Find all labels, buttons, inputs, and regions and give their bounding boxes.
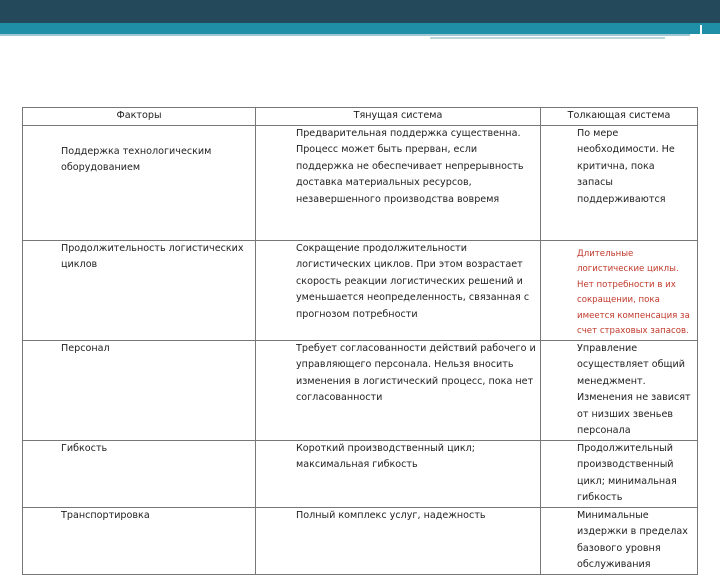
table-row: [23, 507, 698, 574]
row-factor: Персонал: [23, 340, 256, 440]
row-pull: Предварительная поддержка существенна. Процесс может быть прерван, если поддержка не обеспечивает непрерывность доставка материальных ресурсов, незавершенного производства вовремя: [256, 125, 541, 240]
row-pull: Короткий производственный цикл; максимальная гибкость: [256, 440, 541, 507]
row-factor: Поддержка технологическим оборудованием: [23, 125, 256, 240]
row-push: По мере необходимости. Не критична, пока запасы поддерживаются: [541, 125, 698, 240]
accent-banner: [0, 23, 720, 34]
table-row: [23, 340, 698, 440]
row-factor: Гибкость: [23, 440, 256, 507]
table-header-row: [23, 108, 698, 126]
row-push: Минимальные издержки в пределах базового уровня обслуживания: [541, 507, 698, 574]
corner-accent: [700, 25, 720, 45]
row-push: Управление осуществляет общий менеджмент. Изменения не зависят от низших звеньев персонала: [541, 340, 698, 440]
row-push: Продолжительный производственный цикл; минимальная гибкость: [541, 440, 698, 507]
comparison-table: [22, 107, 698, 575]
highlight-note: Длительные логистические циклы. Нет потребности в их сокращении, пока имеется компенсация за счет страховых запасов.: [577, 248, 690, 336]
header-factors: Факторы: [23, 108, 256, 126]
top-banner: [0, 0, 720, 23]
row-factor: Транспортировка: [23, 507, 256, 574]
row-pull: Требует согласованности действий рабочего и управляющего персонала. Нельзя вносить изменения в логистический процесс, пока нет согласованности: [256, 340, 541, 440]
row-pull: Сокращение продолжительности логистических циклов. При этом возрастает скорость реакции логистических решений и уменьшается неопределенность, связанная с прогнозом потребности: [256, 240, 541, 340]
table-row: [23, 240, 698, 340]
header-push-system: Толкающая система: [541, 108, 698, 126]
header-pull-system: Тянущая система: [256, 108, 541, 126]
row-push: [541, 240, 698, 340]
table-row: [23, 125, 698, 240]
divider-line-secondary: [430, 37, 665, 39]
table-row: [23, 440, 698, 507]
row-pull: Полный комплекс услуг, надежность: [256, 507, 541, 574]
row-factor: Продолжительность логистических циклов: [23, 240, 256, 340]
divider-line: [0, 34, 690, 36]
